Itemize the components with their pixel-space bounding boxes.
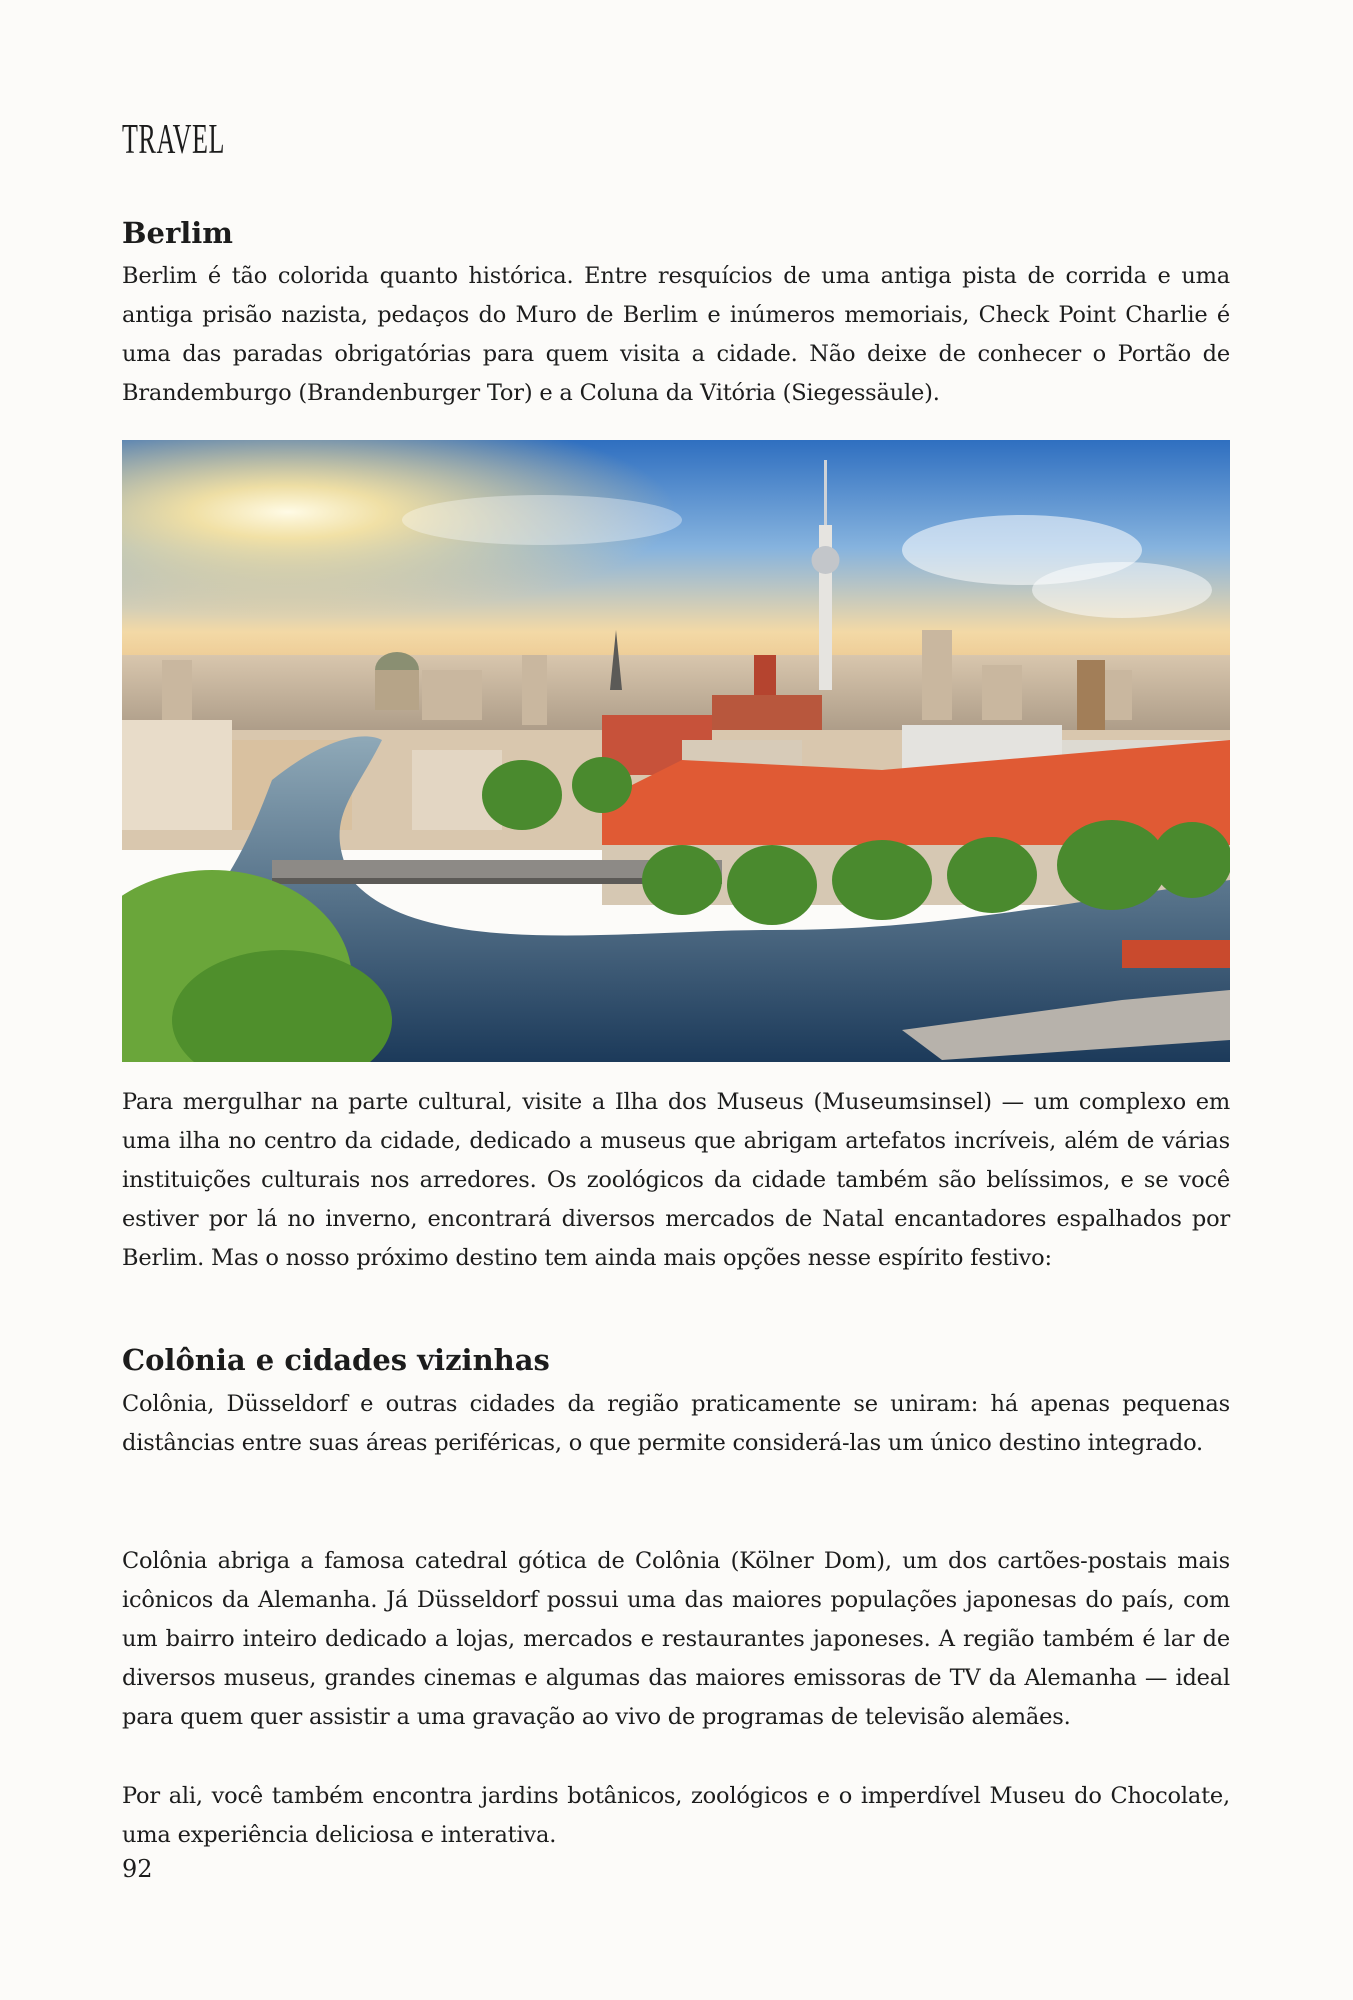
- colonia-paragraph-1: Colônia, Düsseldorf e outras cidades da região praticamente se uniram: há apenas pequenas distâncias entre suas áreas periféricas, o que permite considerá-las um único destino integrado.: [122, 1391, 1230, 1456]
- berlim-heading: Berlim: [122, 216, 233, 250]
- colonia-heading: Colônia e cidades vizinhas: [122, 1343, 550, 1377]
- berlim-intro-paragraph: Berlim é tão colorida quanto histórica. Entre resquícios de uma antiga pista de corrida e uma antiga prisão nazista, pedaços do Muro de Berlim e inúmeros memoriais, Check Point Charlie é uma das paradas obrigatórias para quem visita a cidade. Não deixe de conhecer o Portão de Brandemburgo (Brandenburger Tor) e a Coluna da Vitória (Siegessäule).: [122, 263, 1230, 406]
- berlim-cultural-paragraph: Para mergulhar na parte cultural, visite a Ilha dos Museus (Museumsinsel) — um complexo em uma ilha no centro da cidade, dedicado a museus que abrigam artefatos incríveis, além de várias instituições culturais nos arredores. Os zoológicos da cidade também são belíssimos, e se você estiver por lá no inverno, encontrará diversos mercados de Natal encantadores espalhados por Berlim. Mas o nosso próximo destino tem ainda mais opções nesse espírito festivo:: [122, 1089, 1230, 1271]
- colonia-paragraph-3: Por ali, você também encontra jardins botânicos, zoológicos e o imperdível Museu do Chocolate, uma experiência deliciosa e interativa.: [122, 1783, 1230, 1848]
- colonia-paragraph-2: Colônia abriga a famosa catedral gótica de Colônia (Kölner Dom), um dos cartões-postais mais icônicos da Alemanha. Já Düsseldorf possui uma das maiores populações japonesas do país, com um bairro inteiro dedicado a lojas, mercados e restaurantes japoneses. A região também é lar de diversos museus, grandes cinemas e algumas das maiores emissoras de TV da Alemanha — ideal para quem quer assistir a uma gravação ao vivo de programas de televisão alemães.: [122, 1548, 1230, 1730]
- berlin-skyline-photo: [122, 440, 1230, 1062]
- page-number: 92: [122, 1855, 153, 1883]
- section-label: TRAVEL: [122, 117, 226, 163]
